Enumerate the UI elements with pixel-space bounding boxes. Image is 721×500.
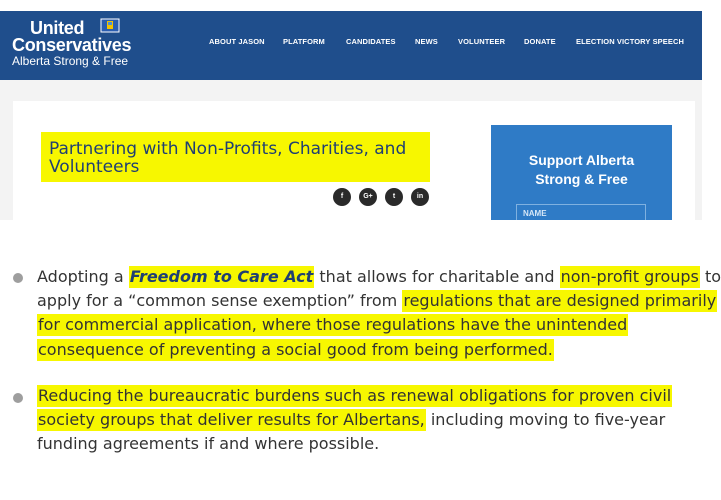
bullet-2-line-3: funding agreements if and where possible. (37, 434, 380, 453)
bullet-2-line-2: society groups that deliver results for Albertans, including moving to five-year (38, 410, 666, 429)
nav-about-jason[interactable]: ABOUT JASON (209, 37, 265, 46)
bullet-1-line-1: Adopting a Freedom to Care Act that allows for charitable and non-profit groups to (37, 267, 721, 286)
logo-line-1: United (30, 18, 85, 38)
article-title: Partnering with Non-Profits, Charities, and Volunteers (49, 139, 407, 177)
nav-election-victory-speech[interactable]: ELECTION VICTORY SPEECH (576, 37, 685, 46)
freedom-to-care-act: Freedom to Care Act (129, 267, 314, 286)
support-title-line-2: Strong & Free (535, 171, 628, 187)
top-strip (0, 0, 702, 11)
google-plus-icon[interactable]: G+ (359, 188, 377, 206)
bullet-1-line-2: apply for a “common sense exemption” from regulations that are designed primarily (37, 291, 717, 310)
bullet-dot (13, 273, 23, 283)
name-input[interactable]: NAME (516, 204, 646, 220)
logo-tagline: Alberta Strong & Free (12, 54, 129, 68)
bullet-1-line-3: for commercial application, where those regulations have the unintended (38, 315, 628, 334)
nav-news[interactable]: NEWS (415, 37, 438, 46)
twitter-icon[interactable]: t (385, 188, 403, 206)
bullet-dot (13, 393, 23, 403)
site-header (0, 11, 702, 80)
support-widget (491, 125, 672, 220)
bullet-2-line-1: Reducing the bureaucratic burdens such as renewal obligations for proven civil (38, 386, 672, 405)
support-title-line-1: Support Alberta (528, 152, 635, 168)
nav-platform[interactable]: PLATFORM (283, 37, 325, 46)
site-logo[interactable] (12, 18, 152, 73)
nav-volunteer[interactable]: VOLUNTEER (458, 37, 506, 46)
facebook-icon[interactable]: f (333, 188, 351, 206)
support-title (491, 151, 672, 189)
nav-donate[interactable]: DONATE (524, 37, 556, 46)
alberta-flag-icon (101, 19, 119, 32)
nav-candidates[interactable]: CANDIDATES (346, 37, 396, 46)
linkedin-icon[interactable]: in (411, 188, 429, 206)
logo-line-2: Conservatives (12, 35, 132, 55)
bullet-1-line-4: consequence of preventing a social good from being performed. (38, 340, 553, 359)
